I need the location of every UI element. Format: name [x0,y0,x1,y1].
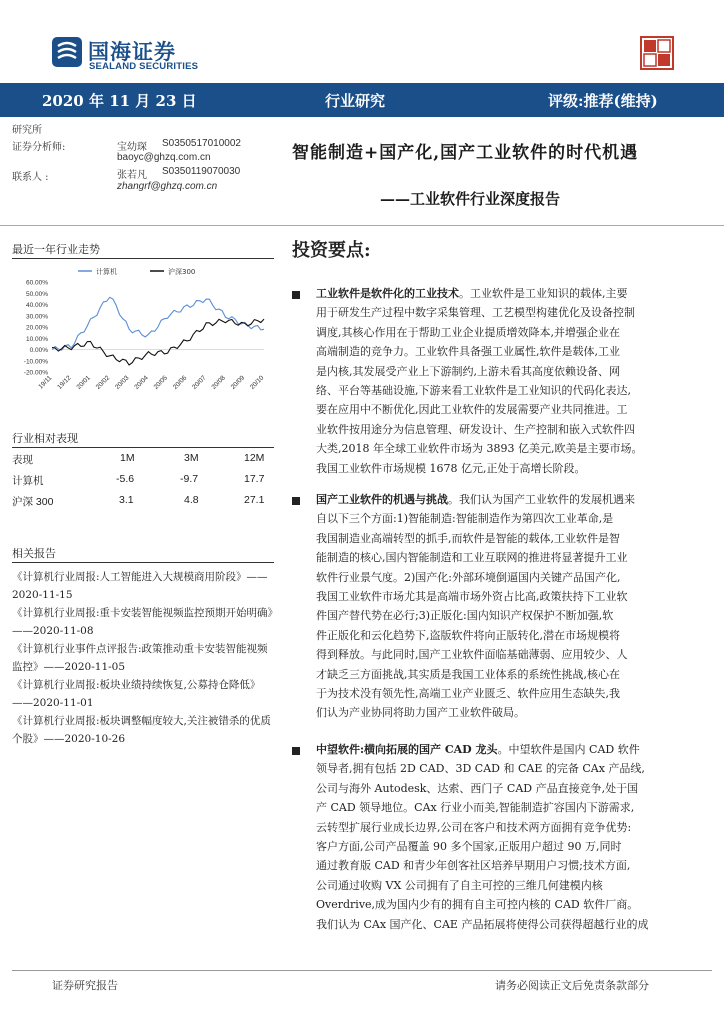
divider [0,225,724,226]
investment-point-1: 工业软件是软件化的工业技术。工业软件是工业知识的载体,主要 用于研发生产过程中数字采集管理、工艺模型构建优化及设备控制 调度,其核心作用在于帮助工业企业提质增效降本,并增强企业在 高端制造的竞争力。工业软件具备强工业属性,软件是载体,工业 是内核,其发展受产业上下游制约,上游未看其高度依赖设备、网 络、平台等基础设施,下游来看工业软件是工业知识的代码化表达, 要在应用中不断优化,因此工业软件的发展需要产业共同推进。工 业软件按用途分为信息管理、研发设计、生产控制和嵌入式软件四 大类,2018 年全球工业软件市场为 3893 亿美元,欧美是主要市场。 我国工业软件市场规模 1678 亿元,正处于高增长阶段。 [316,287,643,475]
y-tick-label: 10.00% [25,335,48,343]
y-tick-label: -10.00% [23,358,48,366]
related-title: 相关报告 [12,547,56,560]
point-3-lead: 中望软件:横向拓展的国产 CAD 龙头 [316,743,498,756]
brand-name-cn: 国海证券 [88,40,176,64]
legend-label: 计算机 [96,268,117,276]
footer-left: 证券研究报告 [52,979,118,992]
related-top-rule [12,562,274,563]
related-report-item[interactable]: 《计算机行业周报:人工智能进入大规模商用阶段》——2020-11-15 [12,571,268,601]
contact-cert: S0350119070030 [162,166,241,177]
report-rating: 评级:推荐(维持) [548,92,658,110]
analyst-name: 宝幼琛 [117,142,147,153]
report-subtitle: ——工业软件行业深度报告 [380,190,561,208]
x-tick-label: 20/07 [191,374,208,391]
y-tick-label: 0.00% [29,347,48,354]
contact-name: 张若凡 [117,170,147,181]
contact-label: 联系人 : [12,172,49,183]
row-name: 沪深 300 [12,496,54,508]
investment-title: 投资要点: [292,240,371,261]
col-header-12m: 12M [244,452,265,464]
trend-chart [12,264,274,408]
row-3m: 4.8 [184,494,199,506]
table-row [12,492,274,513]
trend-title-rule [12,258,274,259]
report-title: 智能制造+国产化,国产工业软件的时代机遇 [292,143,639,163]
related-report-item[interactable]: 《计算机行业事件点评报告:政策推动重卡安装智能视频监控》——2020-11-05 [12,643,268,673]
analyst-label: 证券分析师: [12,142,66,153]
trend-title: 最近一年行业走势 [12,243,100,256]
y-tick-label: 60.00% [25,279,48,287]
col-header-1m: 1M [120,452,135,464]
row-1m: -5.6 [116,473,135,485]
x-tick-label: 20/09 [229,374,247,391]
analyst-cert: S0350517010002 [162,138,241,149]
investment-point-2: 国产工业软件的机遇与挑战。我们认为国产工业软件的发展机遇来 自以下三个方面:1)智能制造:智能制造作为第四次工业革命,是 我国制造业高端转型的抓手,而软件是智能的载体,工业软件是智 能制造的核心,国内智能制造和工业互联网的推进将显著提升工业 软件行业景气度。2)国产化:外部环境倒逼国内关键产品国产化, 我国工业软件市场尤其是高端市场外资占比高,政策扶持下工业软 件国产替代势在必行;3)正版化:国内知识产权保护不断加强,软 件正版化和云化趋势下,盗版软件将向正版转化,潜在市场规模将 得到释放。与此同时,国产工业软件面临基础薄弱、应用较少、人 才缺乏三方面挑战,其实质是我国工业体系的系统性挑战,核心在 于为技术没有领先性,高端工业产业匮乏、软件应用生态缺失,我 们认为产业协同将助力国产工业软件破局。 [316,493,635,720]
y-tick-label: 40.00% [25,302,48,309]
x-tick-label: 19/11 [37,374,54,391]
performance-title: 行业相对表现 [12,432,78,445]
x-tick-label: 20/08 [210,374,227,391]
x-tick-label: 20/03 [114,374,131,391]
col-header-label: 表现 [12,454,33,466]
row-name: 计算机 [12,475,44,487]
contact-email[interactable]: zhangrf@ghzq.com.cn [117,181,218,192]
bullet-icon [292,747,300,755]
related-report-item[interactable]: 《计算机行业周报:板块调整幅度较大,关注被错杀的优质个股》——2020-10-26 [12,715,271,745]
y-tick-label: -20.00% [23,369,48,377]
footer-rule [12,970,712,971]
x-tick-label: 20/04 [133,374,150,391]
legend-label: 沪深300 [168,268,196,276]
brand-name-en: SEALAND SECURITIES [89,61,199,72]
related-report-item[interactable]: 《计算机行业周报:板块业绩持续恢复,公募持仓降低》——2020-11-01 [12,679,261,709]
analyst-email[interactable]: baoyc@ghzq.com.cn [117,152,211,163]
row-1m: 3.1 [119,494,134,506]
x-tick-label: 19/12 [56,374,73,391]
point-1-lead: 工业软件是软件化的工业技术 [316,287,459,300]
y-tick-label: 20.00% [25,324,48,332]
performance-top-rule [12,447,274,448]
row-3m: -9.7 [180,473,199,485]
bullet-icon [292,291,300,299]
related-report-item[interactable]: 《计算机行业周报:重卡安装智能视频监控预期开始明确》——2020-11-08 [12,607,273,637]
y-tick-label: 30.00% [25,313,48,321]
report-category: 行业研究 [325,92,386,110]
table-row [12,471,274,492]
performance-table [12,450,274,513]
table-header-row [12,450,274,471]
x-tick-label: 20/02 [94,374,112,391]
x-tick-label: 20/05 [152,374,170,391]
point-2-lead: 国产工业软件的机遇与挑战 [316,493,448,506]
col-header-3m: 3M [184,452,199,464]
footer-right: 请务必阅读正文后免责条款部分 [495,979,649,992]
row-12m: 17.7 [244,473,265,485]
y-tick-label: 50.00% [25,290,48,298]
x-tick-label: 20/06 [171,374,189,391]
research-stamp-icon [640,36,674,70]
sealand-logo-icon [52,37,82,67]
investment-point-3: 中望软件:横向拓展的国产 CAD 龙头。中望软件是国内 CAD 软件 领导者,拥有包括 2D CAD、3D CAD 和 CAE 的完备 CAx 产品线, 公司与海外 Autodesk、达索、西门子 CAD 产品直接竞争,处于国 产 CAD 领导地位。CAx 行业小而美,智能制造扩容国内下游需求, 云转型扩展行业成长边界,公司在客户和技术两方面拥有竞争优势: 客户方面,公司产品覆盖 90 多个国家,正版用户超过 90 万,同时 通过教育版 CAD 和青少年创客社区培养早期用户习惯;技术方面, 公司通过收购 VX 公司拥有了自主可控的三维几何建模内核 Overdrive,成为国内少有的拥有自主可控内核的 CAD 软件厂商。 我们认为 CAx 国产化、CAE 产品拓展将使得公司获得超越行业的成 [316,743,649,931]
institute-label: 研究所 [12,125,42,136]
x-tick-label: 20/10 [248,374,266,391]
bullet-icon [292,497,300,505]
x-tick-label: 20/01 [75,374,92,391]
series-line [52,297,264,350]
report-date: 2020 年 11 月 23 日 [42,92,197,110]
row-12m: 27.1 [244,494,265,506]
